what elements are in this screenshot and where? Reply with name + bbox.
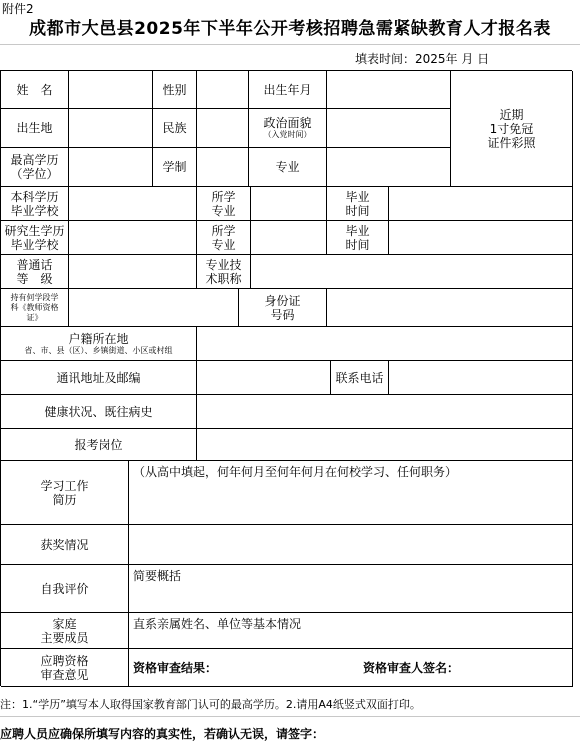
- family-field[interactable]: 直系亲属姓名、单位等基本情况: [129, 613, 573, 649]
- professional-title-field[interactable]: [251, 255, 573, 289]
- declaration-text: 应聘人员应确保所填写内容的真实性，若确认无误，请签字：: [0, 727, 325, 741]
- photo-area[interactable]: 近期 1寸免冠 证件彩照: [451, 71, 573, 187]
- registration-table: [0, 70, 572, 686]
- undergrad-school-label: 本科学历 毕业学校: [1, 187, 69, 221]
- education-field[interactable]: [69, 148, 153, 187]
- birthplace-field[interactable]: [69, 109, 153, 148]
- schooling-length-field[interactable]: [197, 148, 249, 187]
- household-label: [1, 327, 197, 361]
- gridline: [0, 44, 580, 45]
- political-status-text: 政治面貌: [263, 116, 312, 130]
- undergrad-major-label: 所学 专业: [197, 187, 251, 221]
- self-eval-field[interactable]: 简要概括: [129, 565, 573, 613]
- awards-label: 获奖情况: [1, 525, 129, 565]
- name-label: 姓 名: [1, 71, 69, 109]
- fill-time-label: 填表时间：: [355, 52, 416, 66]
- grad-major-field[interactable]: [251, 221, 327, 255]
- reviewer-sign-label: 资格审查人签名：: [363, 660, 460, 675]
- undergrad-major-field[interactable]: [251, 187, 327, 221]
- phone-field[interactable]: [389, 361, 573, 395]
- ethnicity-label: 民族: [153, 109, 197, 148]
- fill-time: [355, 50, 489, 67]
- professional-title-label: 专业技 术职称: [197, 255, 251, 289]
- form-title: 成都市大邑县2025年下半年公开考核招聘急需紧缺教育人才报名表: [29, 19, 551, 39]
- undergrad-school-field[interactable]: [69, 187, 197, 221]
- review-result-label: 资格审查结果：: [133, 660, 218, 675]
- position-field[interactable]: [197, 429, 573, 461]
- review-label: 应聘资格 审查意见: [1, 649, 129, 687]
- attachment-label: 附件2: [2, 2, 34, 16]
- fill-time-value: 2025年 月 日: [415, 52, 490, 66]
- schooling-length-label: 学制: [153, 148, 197, 187]
- awards-field[interactable]: [129, 525, 573, 565]
- political-status-label: [249, 109, 327, 148]
- political-status-field[interactable]: [327, 109, 451, 148]
- gridline: [0, 716, 580, 717]
- household-field[interactable]: [197, 327, 573, 361]
- position-label: 报考岗位: [1, 429, 197, 461]
- health-label: 健康状况、既往病史: [1, 395, 197, 429]
- birth-date-field[interactable]: [327, 71, 451, 109]
- household-text: 户籍所在地: [68, 331, 129, 346]
- household-note: 省、市、县（区）、乡镇街道、小区或村组: [24, 345, 173, 355]
- mandarin-level-field[interactable]: [69, 255, 197, 289]
- resume-label: 学习工作 简历: [1, 461, 129, 525]
- address-label: 通讯地址及邮编: [1, 361, 197, 395]
- birthplace-label: 出生地: [1, 109, 69, 148]
- party-join-time-note: （入党时间）: [263, 130, 312, 139]
- undergrad-grad-time-label: 毕业 时间: [327, 187, 389, 221]
- birth-date-label: 出生年月: [249, 71, 327, 109]
- grad-grad-time-field[interactable]: [389, 221, 573, 255]
- teacher-cert-label: 持有何学段学 科《教师资格 证》: [1, 289, 69, 327]
- id-card-field[interactable]: [327, 289, 573, 327]
- teacher-cert-field[interactable]: [69, 289, 239, 327]
- health-field[interactable]: [197, 395, 573, 429]
- grad-school-field[interactable]: [69, 221, 197, 255]
- major-label: 专业: [249, 148, 327, 187]
- ethnicity-field[interactable]: [197, 109, 249, 148]
- education-label: 最高学历 （学位）: [1, 148, 69, 187]
- name-field[interactable]: [69, 71, 153, 109]
- self-eval-label: 自我评价: [1, 565, 129, 613]
- address-field[interactable]: [197, 361, 331, 395]
- form-note: 注：1.“学历”填写本人取得国家教育部门认可的最高学历。2.请用A4纸竖式双面打印。: [0, 698, 421, 711]
- mandarin-level-label: 普通话 等 级: [1, 255, 69, 289]
- review-field[interactable]: [129, 649, 573, 687]
- phone-label: 联系电话: [331, 361, 389, 395]
- resume-field[interactable]: （从高中填起，何年何月至何年何月在何校学习、任何职务）: [129, 461, 573, 525]
- gender-label: 性别: [153, 71, 197, 109]
- undergrad-grad-time-field[interactable]: [389, 187, 573, 221]
- family-label: 家庭 主要成员: [1, 613, 129, 649]
- grad-grad-time-label: 毕业 时间: [327, 221, 389, 255]
- major-field[interactable]: [327, 148, 451, 187]
- gender-field[interactable]: [197, 71, 249, 109]
- id-card-label: 身份证 号码: [239, 289, 327, 327]
- grad-school-label: 研究生学历 毕业学校: [1, 221, 69, 255]
- grad-major-label: 所学 专业: [197, 221, 251, 255]
